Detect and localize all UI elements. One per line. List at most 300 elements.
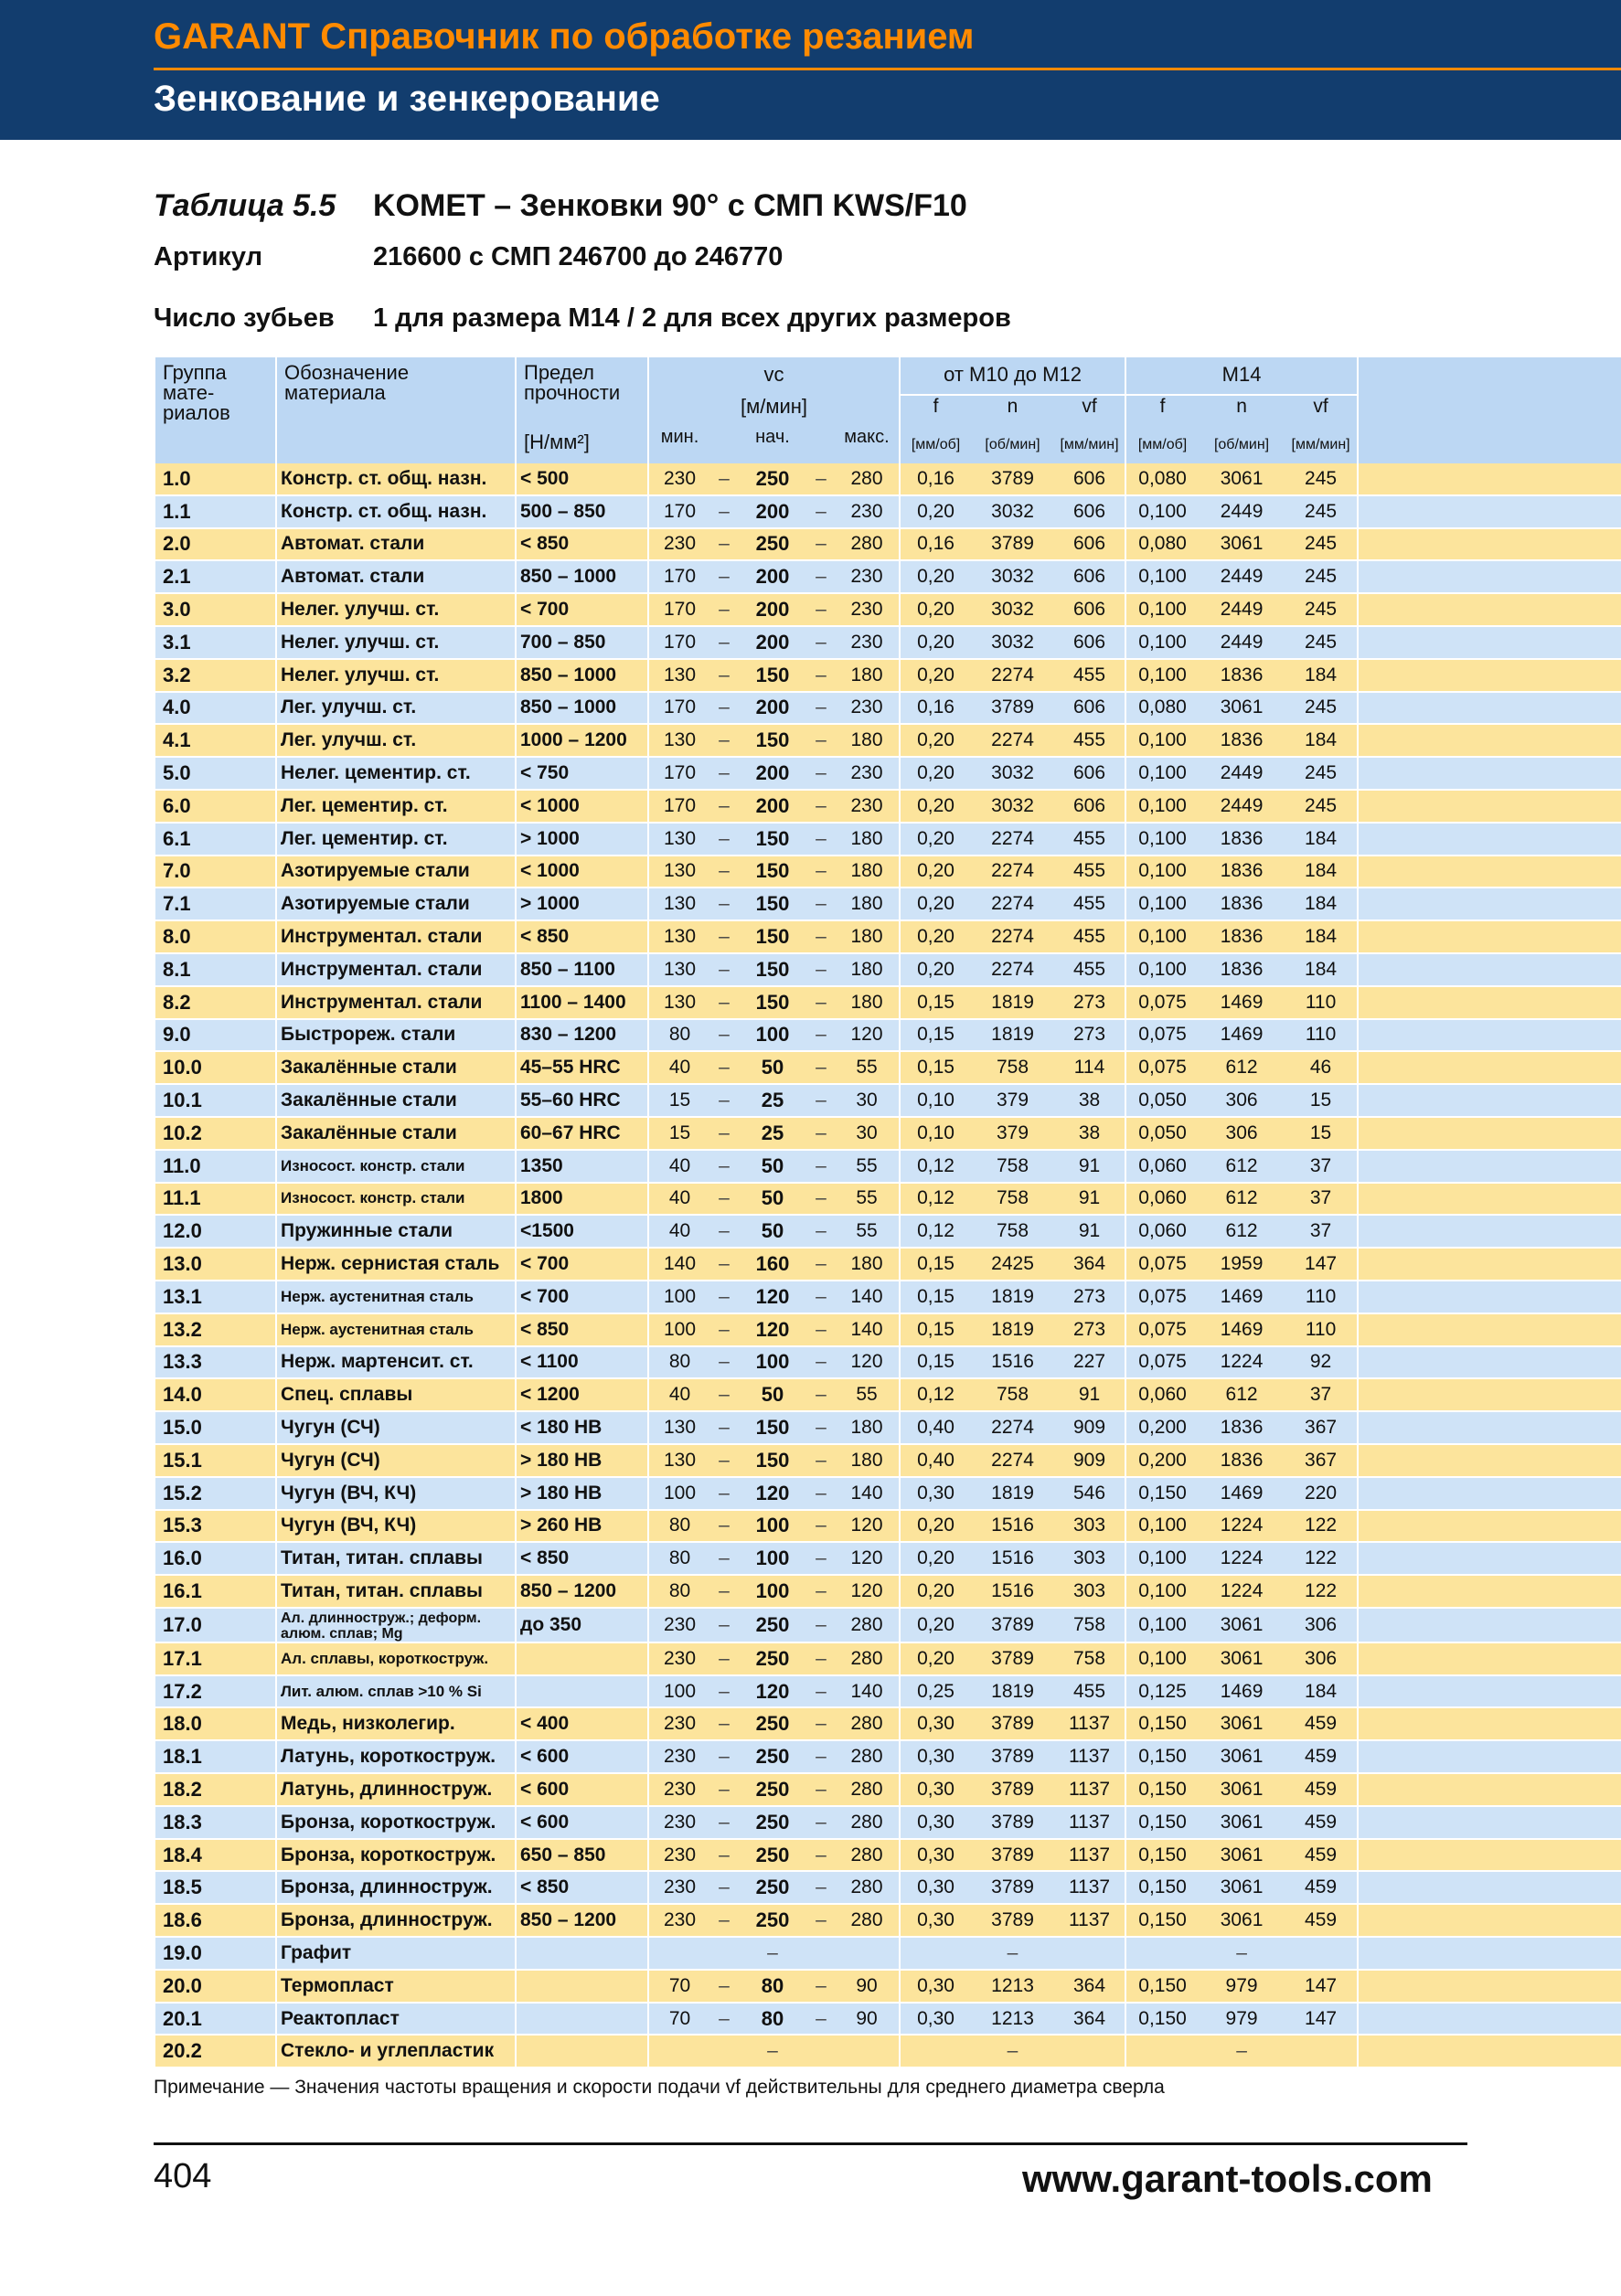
row-filler — [1358, 1806, 1621, 1839]
table-row — [155, 495, 1621, 528]
material-cell: Автомат. стали — [276, 560, 516, 593]
range-dash: – — [807, 1313, 835, 1346]
row-filler — [1358, 1477, 1621, 1510]
range-dash: – — [807, 986, 835, 1019]
range-dash: – — [710, 1542, 738, 1575]
material-cell: Нелег. цементир. ст. — [276, 757, 516, 790]
n-m14-cell: 306 — [1199, 1084, 1285, 1117]
row-filler — [1358, 757, 1621, 790]
range-dash: – — [710, 1477, 738, 1510]
vc-max-cell: 180 — [835, 724, 900, 757]
group-cell: 20.2 — [155, 2035, 276, 2067]
n-m10-cell: 2274 — [971, 856, 1054, 888]
f-m14-cell: 0,200 — [1125, 1411, 1199, 1444]
vf-m10-cell: 455 — [1054, 953, 1125, 986]
n-m10-cell: 2274 — [971, 823, 1054, 856]
vf-m14-cell: 459 — [1285, 1740, 1358, 1773]
vc-min-cell: 230 — [648, 1773, 710, 1806]
f-m14-cell: 0,075 — [1125, 1248, 1199, 1281]
vf-m14-cell: 367 — [1285, 1444, 1358, 1477]
strength-cell: 650 – 850 — [516, 1839, 648, 1872]
material-cell: Латунь, длинноструж. — [276, 1773, 516, 1806]
page-number: 404 — [154, 2157, 212, 2195]
n-m10-cell: 1819 — [971, 1019, 1054, 1052]
range-dash: – — [710, 495, 738, 528]
group-cell: 3.2 — [155, 659, 276, 692]
f-m10-cell: 0,20 — [900, 1542, 971, 1575]
vc-max-cell: 280 — [835, 528, 900, 561]
f-m14-cell: 0,100 — [1125, 888, 1199, 920]
vc-max-cell: 280 — [835, 1740, 900, 1773]
table-row — [155, 1150, 1621, 1183]
f-m10-cell: 0,30 — [900, 1871, 971, 1904]
vf-m14-cell: 459 — [1285, 1806, 1358, 1839]
n-unit-2: [об/мин] — [1199, 427, 1285, 463]
vc-min-cell: 140 — [648, 1248, 710, 1281]
vc-nom-cell: 50 — [738, 1051, 807, 1084]
n-m14-cell: 1836 — [1199, 953, 1285, 986]
strength-cell: > 260 HB — [516, 1510, 648, 1543]
m10-empty-cell — [900, 2035, 971, 2067]
range-dash: – — [807, 463, 835, 495]
f-m14-cell: 0,050 — [1125, 1084, 1199, 1117]
vc-max-cell: 180 — [835, 920, 900, 953]
vc-max-cell: 55 — [835, 1051, 900, 1084]
range-dash: – — [710, 1378, 738, 1411]
n-m14-cell: 979 — [1199, 1970, 1285, 2003]
f-m14-cell: 0,075 — [1125, 986, 1199, 1019]
row-filler — [1358, 1248, 1621, 1281]
n-m14-cell: 3061 — [1199, 463, 1285, 495]
vc-max-cell: 230 — [835, 790, 900, 823]
material-cell: Спец. сплавы — [276, 1378, 516, 1411]
range-dash: – — [710, 1281, 738, 1313]
n-m14-cell: 1469 — [1199, 1313, 1285, 1346]
vc-min-cell: 70 — [648, 1970, 710, 2003]
vc-nom-cell: 50 — [738, 1378, 807, 1411]
n-m14-cell: 2449 — [1199, 495, 1285, 528]
group-cell: 16.0 — [155, 1542, 276, 1575]
table-row — [155, 1510, 1621, 1543]
group-cell: 11.1 — [155, 1183, 276, 1216]
vf-m10-cell: 91 — [1054, 1150, 1125, 1183]
n-m14-cell: 2449 — [1199, 560, 1285, 593]
table-body — [155, 463, 1621, 2067]
f-m14-cell: 0,100 — [1125, 495, 1199, 528]
vc-min-cell: 170 — [648, 626, 710, 659]
f-m10-cell: 0,30 — [900, 2003, 971, 2036]
f-unit-1: [мм/об] — [900, 427, 971, 463]
f-m14-cell: 0,100 — [1125, 1642, 1199, 1675]
row-filler — [1358, 1150, 1621, 1183]
vc-min-cell: 40 — [648, 1215, 710, 1248]
vc-symbol: vc — [763, 363, 784, 386]
strength-cell: <1500 — [516, 1215, 648, 1248]
row-filler — [1358, 790, 1621, 823]
f-m14-cell: 0,150 — [1125, 1477, 1199, 1510]
group-cell: 6.0 — [155, 790, 276, 823]
vc-min-cell: 80 — [648, 1019, 710, 1052]
range-dash: – — [710, 724, 738, 757]
strength-cell: < 1200 — [516, 1378, 648, 1411]
range-dash: – — [807, 1839, 835, 1872]
strength-cell: < 1100 — [516, 1346, 648, 1379]
range-dash: – — [807, 593, 835, 626]
n-m14-cell: 612 — [1199, 1183, 1285, 1216]
range-dash: – — [710, 1346, 738, 1379]
n-m14-cell: 3061 — [1199, 1707, 1285, 1740]
group-cell: 12.0 — [155, 1215, 276, 1248]
material-cell: Чугун (СЧ) — [276, 1444, 516, 1477]
vf-m14-cell: 245 — [1285, 528, 1358, 561]
f-m14-cell: 0,100 — [1125, 659, 1199, 692]
f-m14-cell: 0,075 — [1125, 1313, 1199, 1346]
row-filler — [1358, 495, 1621, 528]
vf-m10-cell: 606 — [1054, 692, 1125, 725]
f-m10-cell: 0,16 — [900, 528, 971, 561]
n-m14-cell: 3061 — [1199, 1871, 1285, 1904]
vf-m14-cell: 245 — [1285, 626, 1358, 659]
row-filler — [1358, 1575, 1621, 1608]
n-m10-cell: 3789 — [971, 692, 1054, 725]
material-cell: Инструментал. стали — [276, 986, 516, 1019]
vc-nom-cell: 250 — [738, 1839, 807, 1872]
vc-nom-cell: 200 — [738, 560, 807, 593]
range-dash: – — [807, 1378, 835, 1411]
vf-m10-cell: 455 — [1054, 1675, 1125, 1708]
range-dash: – — [710, 1051, 738, 1084]
material-cell: Закалённые стали — [276, 1084, 516, 1117]
strength-cell — [516, 1675, 648, 1708]
range-dash: – — [710, 593, 738, 626]
n-m14-cell: 3061 — [1199, 1839, 1285, 1872]
vc-max-cell: 30 — [835, 1117, 900, 1150]
vc-min-cell: 130 — [648, 823, 710, 856]
vf-m10-cell: 273 — [1054, 986, 1125, 1019]
group-cell: 20.1 — [155, 2003, 276, 2036]
vf-m14-cell: 37 — [1285, 1378, 1358, 1411]
vf-m14-cell: 122 — [1285, 1510, 1358, 1543]
table-row — [155, 1871, 1621, 1904]
f-m10-cell: 0,20 — [900, 724, 971, 757]
group-cell: 20.0 — [155, 1970, 276, 2003]
table-row — [155, 1183, 1621, 1216]
n-m10-cell: 1516 — [971, 1510, 1054, 1543]
vc-max-cell: 280 — [835, 1839, 900, 1872]
row-filler — [1358, 1871, 1621, 1904]
strength-cell: < 850 — [516, 920, 648, 953]
group-cell: 19.0 — [155, 1937, 276, 1970]
vc-min-cell: 170 — [648, 790, 710, 823]
table-row — [155, 823, 1621, 856]
group-cell: 18.1 — [155, 1740, 276, 1773]
table-row — [155, 1281, 1621, 1313]
f-m10-cell: 0,30 — [900, 1839, 971, 1872]
vf-m10-cell: 1137 — [1054, 1904, 1125, 1937]
n-m14-cell: 1836 — [1199, 823, 1285, 856]
range-dash: – — [807, 1740, 835, 1773]
f-m10-cell: 0,30 — [900, 1773, 971, 1806]
f-m10-cell: 0,20 — [900, 953, 971, 986]
n-m14-cell: 3061 — [1199, 1642, 1285, 1675]
n-m10-cell: 3789 — [971, 1642, 1054, 1675]
vc-min-cell: 230 — [648, 1707, 710, 1740]
material-cell: Констр. ст. общ. назн. — [276, 463, 516, 495]
vc-max-cell: 120 — [835, 1019, 900, 1052]
vc-empty-cell — [807, 2035, 835, 2067]
n-m10-cell: 3789 — [971, 1773, 1054, 1806]
f-m10-cell: 0,12 — [900, 1215, 971, 1248]
material-cell: Износост. констр. стали — [276, 1150, 516, 1183]
material-cell: Лег. цементир. ст. — [276, 790, 516, 823]
vc-min-cell: 170 — [648, 757, 710, 790]
row-filler — [1358, 1773, 1621, 1806]
vf-m10-cell: 455 — [1054, 823, 1125, 856]
strength-cell: 850 – 1200 — [516, 1575, 648, 1608]
range-dash: – — [807, 1084, 835, 1117]
f-m10-cell: 0,30 — [900, 1970, 971, 2003]
vc-min-cell: 100 — [648, 1675, 710, 1708]
vf-m10-cell: 303 — [1054, 1510, 1125, 1543]
vc-min-cell: 170 — [648, 593, 710, 626]
vc-min-cell: 70 — [648, 2003, 710, 2036]
material-cell: Термопласт — [276, 1970, 516, 2003]
f-m14-cell: 0,100 — [1125, 920, 1199, 953]
n-m10-cell: 3789 — [971, 1707, 1054, 1740]
table-row — [155, 560, 1621, 593]
range-dash: – — [710, 463, 738, 495]
vf-m10-cell: 273 — [1054, 1019, 1125, 1052]
material-cell: Констр. ст. общ. назн. — [276, 495, 516, 528]
table-row — [155, 1904, 1621, 1937]
range-dash: – — [710, 1117, 738, 1150]
vf-m14-cell: 147 — [1285, 1970, 1358, 2003]
group-cell: 15.1 — [155, 1444, 276, 1477]
vc-max-cell: 180 — [835, 1444, 900, 1477]
f-m10-cell: 0,30 — [900, 1477, 971, 1510]
vc-max-cell: 280 — [835, 1773, 900, 1806]
group-cell: 18.3 — [155, 1806, 276, 1839]
vc-min-cell: 40 — [648, 1150, 710, 1183]
vf-m10-cell: 1137 — [1054, 1839, 1125, 1872]
table-row — [155, 1378, 1621, 1411]
row-filler — [1358, 2003, 1621, 2036]
group-cell: 18.5 — [155, 1871, 276, 1904]
f-m14-cell: 0,150 — [1125, 1839, 1199, 1872]
n-m14-cell: 1224 — [1199, 1346, 1285, 1379]
f-m14-cell: 0,060 — [1125, 1378, 1199, 1411]
m10-empty-cell — [1054, 1937, 1125, 1970]
vc-min-cell: 100 — [648, 1281, 710, 1313]
vf-m14-cell: 184 — [1285, 888, 1358, 920]
table-row — [155, 692, 1621, 725]
vf-m10-cell: 364 — [1054, 2003, 1125, 2036]
header-divider — [154, 68, 1621, 70]
material-cell: Ал. длинноструж.; деформ. алюм. сплав; Mg — [276, 1608, 516, 1642]
material-cell: Ал. сплавы, короткоструж. — [276, 1642, 516, 1675]
group-cell: 17.0 — [155, 1608, 276, 1642]
n-m14-cell: 612 — [1199, 1150, 1285, 1183]
range-dash: – — [807, 1970, 835, 2003]
vc-min-cell: 230 — [648, 1904, 710, 1937]
vc-max-cell: 280 — [835, 463, 900, 495]
vf-m10-cell: 606 — [1054, 528, 1125, 561]
f-m14-cell: 0,080 — [1125, 692, 1199, 725]
n-m14-cell: 1836 — [1199, 856, 1285, 888]
table-row — [155, 659, 1621, 692]
table-row — [155, 1444, 1621, 1477]
vc-min-cell: 15 — [648, 1117, 710, 1150]
material-cell: Чугун (ВЧ, КЧ) — [276, 1510, 516, 1543]
range-dash: – — [807, 1051, 835, 1084]
material-cell: Нерж. мартенсит. ст. — [276, 1346, 516, 1379]
group-cell: 8.2 — [155, 986, 276, 1019]
strength-cell: 850 – 1100 — [516, 953, 648, 986]
vc-nom-cell: 100 — [738, 1019, 807, 1052]
n-m10-cell: 3789 — [971, 1740, 1054, 1773]
row-filler — [1358, 986, 1621, 1019]
range-dash: – — [710, 1839, 738, 1872]
vf-m14-cell: 92 — [1285, 1346, 1358, 1379]
vc-min-cell: 15 — [648, 1084, 710, 1117]
n-m14-cell: 3061 — [1199, 1608, 1285, 1642]
vc-nom-cell: 120 — [738, 1675, 807, 1708]
group-cell: 9.0 — [155, 1019, 276, 1052]
col-strength-header: Предел прочности — [516, 357, 648, 427]
vc-nom-cell: 150 — [738, 888, 807, 920]
article-label: Артикул — [154, 242, 262, 271]
n-m10-cell: 1819 — [971, 1313, 1054, 1346]
material-cell: Нелег. улучш. ст. — [276, 659, 516, 692]
range-dash: – — [807, 1183, 835, 1216]
group-cell: 17.1 — [155, 1642, 276, 1675]
vc-nom-cell: 100 — [738, 1346, 807, 1379]
f-m10-cell: 0,30 — [900, 1904, 971, 1937]
material-cell: Нелег. улучш. ст. — [276, 593, 516, 626]
strength-cell: до 350 — [516, 1608, 648, 1642]
f-m14-cell: 0,080 — [1125, 463, 1199, 495]
f-m14-cell: 0,100 — [1125, 1542, 1199, 1575]
vf-m10-cell: 1137 — [1054, 1707, 1125, 1740]
n-m10-cell: 1516 — [971, 1346, 1054, 1379]
n-m14-cell: 3061 — [1199, 1773, 1285, 1806]
vc-min-cell: 130 — [648, 920, 710, 953]
vc-min-cell: 130 — [648, 1444, 710, 1477]
table-row — [155, 1970, 1621, 2003]
vf-m14-cell: 245 — [1285, 560, 1358, 593]
vc-min-cell: 100 — [648, 1313, 710, 1346]
col-m14-header: M14 — [1125, 357, 1358, 395]
vc-max-cell: 180 — [835, 986, 900, 1019]
vf-m10-cell: 909 — [1054, 1411, 1125, 1444]
f-m10-cell: 0,10 — [900, 1084, 971, 1117]
table-row — [155, 856, 1621, 888]
group-cell: 7.0 — [155, 856, 276, 888]
strength-cell: 45–55 HRC — [516, 1051, 648, 1084]
range-dash: – — [807, 2003, 835, 2036]
material-cell: Чугун (ВЧ, КЧ) — [276, 1477, 516, 1510]
vc-min-cell: 170 — [648, 495, 710, 528]
vc-nom-cell: 250 — [738, 1871, 807, 1904]
table-row — [155, 1806, 1621, 1839]
n-m10-cell: 2274 — [971, 1411, 1054, 1444]
vf-m14-cell: 245 — [1285, 495, 1358, 528]
vf-m14-cell: 147 — [1285, 2003, 1358, 2036]
teeth-label: Число зубьев — [154, 303, 335, 333]
range-dash: – — [807, 626, 835, 659]
range-dash: – — [807, 1510, 835, 1543]
material-cell: Автомат. стали — [276, 528, 516, 561]
range-dash: – — [807, 823, 835, 856]
range-dash: – — [807, 1675, 835, 1708]
strength-cell: < 750 — [516, 757, 648, 790]
vf-m10-cell: 91 — [1054, 1215, 1125, 1248]
range-dash: – — [807, 1904, 835, 1937]
strength-cell — [516, 1970, 648, 2003]
material-cell: Лег. улучш. ст. — [276, 724, 516, 757]
range-dash: – — [710, 1642, 738, 1675]
group-cell: 10.0 — [155, 1051, 276, 1084]
group-cell: 18.2 — [155, 1773, 276, 1806]
vc-min-cell: 130 — [648, 659, 710, 692]
m10-dash-cell: – — [971, 2035, 1054, 2067]
vc-max-cell: 230 — [835, 757, 900, 790]
material-cell: Нерж. сернистая сталь — [276, 1248, 516, 1281]
range-dash: – — [710, 626, 738, 659]
range-dash: – — [807, 1542, 835, 1575]
n-m10-cell: 3789 — [971, 1871, 1054, 1904]
range-dash: – — [807, 692, 835, 725]
vc-min-cell: 80 — [648, 1575, 710, 1608]
strength-cell: < 600 — [516, 1740, 648, 1773]
range-dash: – — [710, 1575, 738, 1608]
strength-cell: < 850 — [516, 1871, 648, 1904]
col-vc-header — [648, 357, 900, 395]
vf-m10-cell: 273 — [1054, 1313, 1125, 1346]
table-row — [155, 1084, 1621, 1117]
group-cell: 1.1 — [155, 495, 276, 528]
vf-m14-cell: 245 — [1285, 692, 1358, 725]
vc-max-cell: 140 — [835, 1281, 900, 1313]
vf-m10-cell: 303 — [1054, 1542, 1125, 1575]
row-filler — [1358, 1675, 1621, 1708]
f-m10-cell: 0,20 — [900, 1510, 971, 1543]
vc-min-cell: 100 — [648, 1477, 710, 1510]
group-cell: 13.0 — [155, 1248, 276, 1281]
row-filler — [1358, 856, 1621, 888]
f-m14-cell: 0,150 — [1125, 1904, 1199, 1937]
range-dash: – — [807, 790, 835, 823]
vf-m14-cell: 367 — [1285, 1411, 1358, 1444]
vf-m14-cell: 37 — [1285, 1150, 1358, 1183]
table-row — [155, 1411, 1621, 1444]
row-filler — [1358, 1051, 1621, 1084]
vc-max-cell: 230 — [835, 593, 900, 626]
vf-m10-cell: 758 — [1054, 1608, 1125, 1642]
n-m14-cell: 2449 — [1199, 626, 1285, 659]
range-dash: – — [807, 659, 835, 692]
table-row — [155, 1542, 1621, 1575]
f-m10-cell: 0,20 — [900, 757, 971, 790]
n-m10-cell: 1819 — [971, 1477, 1054, 1510]
f-m14-cell: 0,150 — [1125, 1970, 1199, 2003]
vf-m14-cell: 459 — [1285, 1871, 1358, 1904]
strength-cell: < 600 — [516, 1773, 648, 1806]
material-cell: Чугун (СЧ) — [276, 1411, 516, 1444]
row-filler — [1358, 1084, 1621, 1117]
article-value: 216600 с СМП 246700 до 246770 — [373, 242, 784, 271]
n-m14-cell: 1469 — [1199, 1281, 1285, 1313]
